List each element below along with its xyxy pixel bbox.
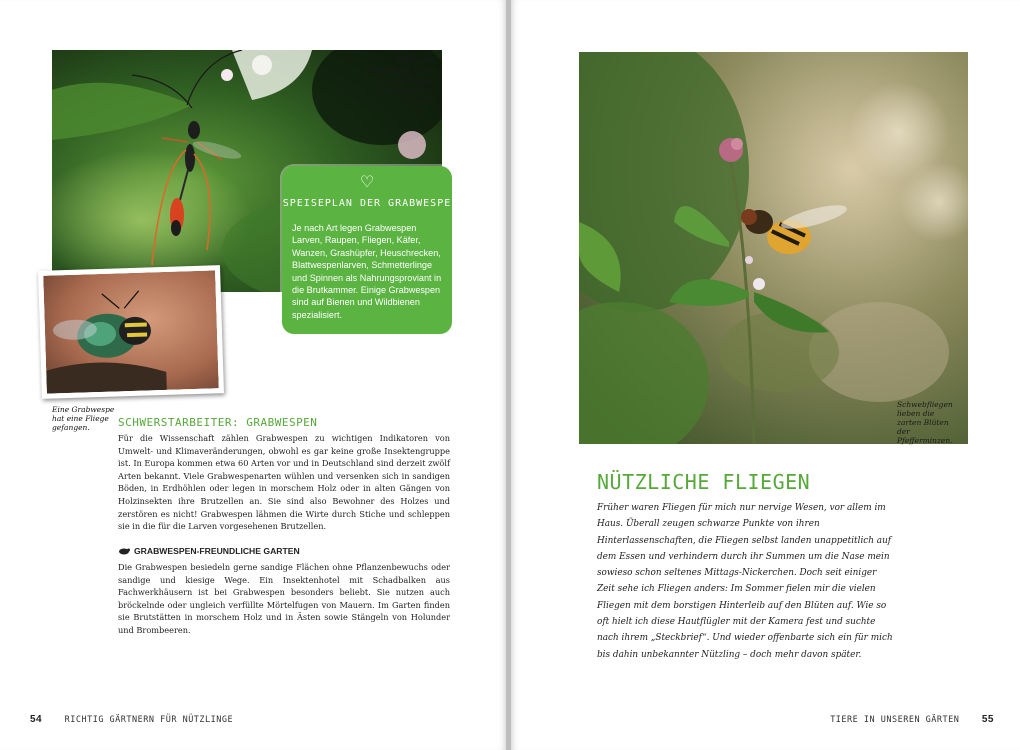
page-number-left: 54 xyxy=(30,714,43,725)
section-title: SCHWERSTARBEITER: GRABWESPEN xyxy=(118,416,318,429)
wasp-with-fly-photo xyxy=(38,265,224,399)
info-box-title: SPEISEPLAN DER GRABWESPE xyxy=(282,198,452,209)
left-page xyxy=(0,0,506,750)
chapter-title: NÜTZLICHE FLIEGEN xyxy=(597,470,811,494)
wasp-photo-caption: Die zarte Grabwespe kann ein Vielfaches ihres Gewichtes tragen. xyxy=(365,56,434,105)
running-head-right: TIERE IN UNSEREN GÄRTEN xyxy=(830,715,960,725)
info-box-text: Je nach Art legen Grabwespen Larven, Raupen, Fliegen, Käfer, Wanzen, Grashüpfer, Heuschrecken, Blattwespenlarven, Schmetterlinge und Spinnen als Nahrungsproviant in die Brutkammer. Einige Grabwespen sind auf Bienen und Wildbienen spezialisiert. xyxy=(292,223,442,320)
running-head-left: RICHTIG GÄRTNERN FÜR NÜTZLINGE xyxy=(64,715,234,725)
hoverfly-photo xyxy=(579,52,968,444)
body-paragraph-1: Für die Wissenschaft zählen Grabwespen zu wichtigen Indikatoren von Umwelt- und Klimaveränderungen, obwohl es gar keine große Insektengruppe ist. In Europa kommen etwa 60 Arten vor und in Deutschland sind derzeit zwölf Arten bekannt. Viele Grabwespenarten wühlen und versenken sich in sandigen Böden, in Erdhöhlen oder legen in morschem Holz oder in alten Gängen von Holzinsekten ihre Brutzellen an. Sie sind also Bewohner des Holzes und zerstören es nicht! Grabwespen lähmen die Wirte durch Stiche und schleppen sie in die für die Larven vorgesehenen Brutzellen. xyxy=(118,433,450,532)
page-number-right: 55 xyxy=(981,714,994,725)
body-paragraph-2: Die Grabwespen besiedeln gerne sandige Flächen ohne Pflanzenbewuchs oder sandige und kiesige Wege. Ein Insektenhotel mit Schadbalken aus Fachwerkhäusern ist bei Grabwespen besonders beliebt. Sie nutzen auch bröckelnde oder ungleich verfüllte Mörtelfugen von Mauern. Im Garten finden sie Brutstätten in morschem Holz und in Ästen sowie Stängeln von Holunder und Brombeeren. xyxy=(118,562,450,635)
hoverfly-photo-caption: Schwebfliegen lieben die zarten Blüten der Pfefferminzen. xyxy=(897,400,953,445)
insect-icon xyxy=(118,547,130,555)
left-footer xyxy=(30,714,233,725)
intro-paragraph: Früher waren Fliegen für mich nur nervige Wesen, vor allem im Haus. Überall zeugen schwarze Punkte von ihren Hinterlassenschaften, die Fliegen selbst landen unappetitlich auf dem Essen und verhindern durch ihr Summen um die Nase mein sowieso schon seltenes Mittags-Nickerchen. Doch seit einiger Zeit sehe ich Fliegen anders: Im Sommer fielen mir die vielen Fliegen mit dem borstigen Hinterleib auf den Blüten auf. Wie so oft hielt ich diese Hautflügler mit der Kamera fest und suchte nach ihrem „Steckbrief“. Und wieder offenbarte sich ein für mich bis dahin unbekannter Nützling – doch mehr davon später. xyxy=(597,503,893,660)
right-page xyxy=(511,0,1020,750)
info-box xyxy=(282,166,452,334)
subheading-text: GRABWESPEN-FREUNDLICHE GARTEN xyxy=(134,546,300,556)
subheading xyxy=(118,546,450,556)
right-footer xyxy=(830,714,994,725)
heart-outline-icon: ♡ xyxy=(359,172,375,191)
inset-photo-caption: Eine Grabwespe hat eine Fliege gefangen. xyxy=(52,405,115,432)
